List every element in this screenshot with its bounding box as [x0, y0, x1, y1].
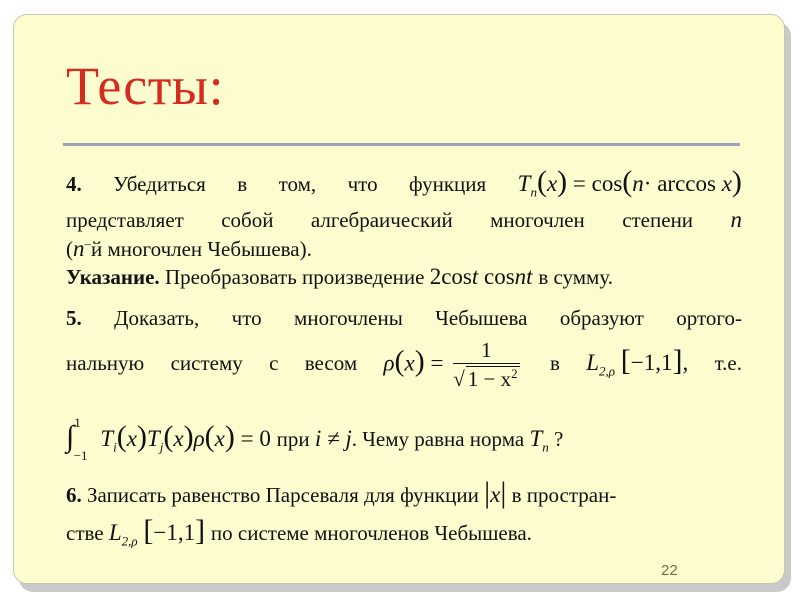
problem6-text: Записать равенство Парсеваля для функции: [87, 483, 479, 507]
text-word: многочлен: [490, 208, 585, 232]
text-word: многочлены: [294, 306, 403, 330]
problem4-line3: (n–й многочлен Чебышева).: [66, 236, 312, 261]
space-L2rho: $L_{2,\rho}$ [−1,1],: [586, 344, 689, 379]
text-word: с: [269, 351, 279, 376]
text-word: при: [276, 427, 310, 451]
norm-Tn: $T_n$: [529, 426, 549, 455]
chebyshev-definition-formula: $T_n(x) = \cos(n\cdot \arccos x)$: [517, 165, 742, 200]
text-word: систему: [170, 351, 243, 376]
title-divider: [63, 143, 740, 146]
problem6-number: 6.: [66, 483, 82, 507]
problem5-line2: [66, 338, 742, 392]
text-word: Доказать,: [114, 306, 200, 330]
text-word: весом: [304, 351, 358, 376]
problem4-hint: [66, 264, 742, 290]
text-word: что: [231, 306, 262, 330]
text-word: образуют: [559, 306, 644, 330]
problem4-word: что: [347, 172, 378, 196]
orthogonality-integral: ∫$^1_{-1}$ $T_i(x)T_j(x)\rho(x) = 0$: [66, 415, 271, 463]
hint-text: Преобразовать произведение: [164, 265, 425, 289]
problem4-number: 4.: [66, 172, 82, 196]
problem5-number: 5.: [66, 306, 82, 330]
problem6-line1: [66, 476, 742, 510]
abs-x: |x|: [484, 476, 507, 509]
problem4-word: функция: [409, 172, 487, 196]
text-word: степени: [622, 208, 694, 232]
text-word: т.е.: [714, 351, 742, 376]
hint-tail: в сумму.: [538, 265, 613, 289]
page-number: 22: [661, 562, 678, 579]
problem6-text: по системе многочленов Чебышева.: [210, 521, 532, 545]
weight-fraction: $\frac{1}{√ 1 - x^2}$: [453, 338, 518, 391]
text-word: представляет: [66, 208, 184, 232]
space-L2rho: $L_{2,\rho}$ [−1,1]: [108, 514, 206, 549]
problem6-line2: [66, 514, 742, 550]
text-word: нальную: [66, 351, 145, 376]
hint-formula: 2cost cosnt: [429, 264, 533, 289]
text-word: собой: [221, 208, 274, 232]
problem4-line1: [66, 165, 742, 201]
text-word: стве: [66, 521, 104, 545]
problem4-word: в: [237, 172, 248, 196]
problem6-text: в простран-: [511, 483, 617, 507]
degree-n: n: [730, 207, 742, 232]
problem4-word: Убедиться: [113, 172, 206, 196]
slide-title: Тесты:: [66, 56, 225, 116]
norm-question: . Чему равна норма: [351, 427, 525, 451]
text-word: Чебышева: [435, 306, 528, 330]
problem5-line1: [66, 306, 742, 331]
problem4-word: том,: [278, 172, 317, 196]
problem4-line2: [66, 207, 742, 233]
problem5-line3: ∫$^1_{-1}$ $T_i(x)T_j(x)\rho(x) = 0$ при i ≠ j. Чему равна норма $T_n$ ?: [66, 415, 564, 463]
text-word: алгебраический: [310, 208, 453, 232]
hint-label: Указание.: [66, 265, 160, 289]
weight-formula: ρ(x) = $\frac{1}{√ 1 - x^2}$: [383, 338, 518, 391]
text-word: в: [549, 351, 560, 376]
condition-i-neq-j: i ≠ j: [314, 426, 352, 451]
text-word: ортого-: [676, 306, 742, 330]
